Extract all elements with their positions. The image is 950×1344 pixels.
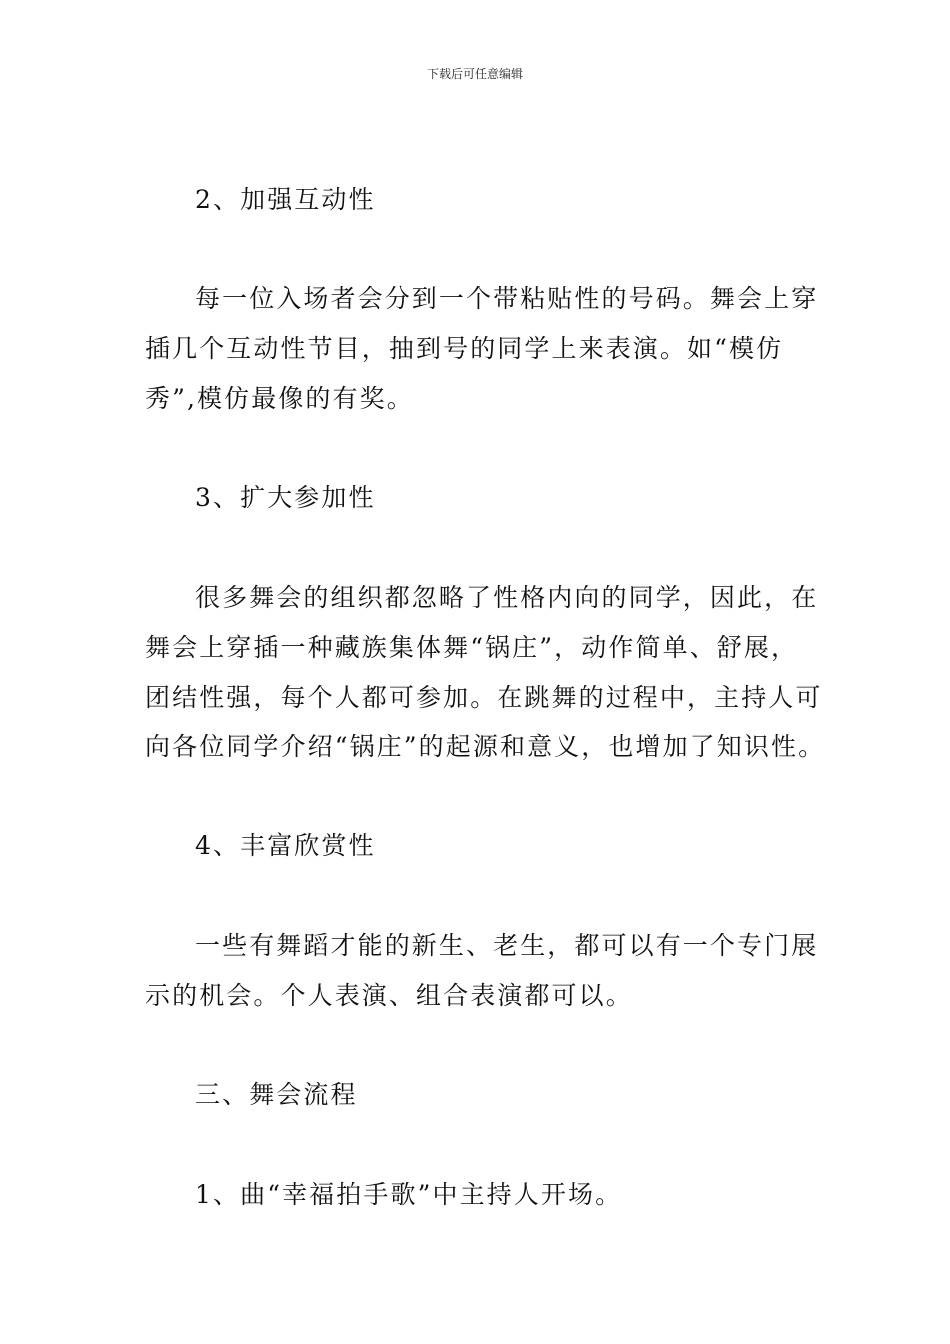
- paragraph-line: 舞会上穿插一种藏族集体舞“锅庄”，动作简单、舒展，: [145, 633, 799, 662]
- section-heading-appreciation: 4、丰富欣赏性: [195, 831, 376, 860]
- paragraph-line: 每一位入场者会分到一个带粘贴性的号码。舞会上穿: [195, 284, 819, 313]
- paragraph-line: 团结性强，每个人都可参加。在跳舞的过程中，主持人可: [145, 683, 823, 712]
- paragraph-line: 秀”,模仿最像的有奖。: [145, 384, 414, 413]
- paragraph-line: 插几个互动性节目，抽到号的同学上来表演。如“模仿: [145, 334, 784, 363]
- section-heading-participation: 3、扩大参加性: [195, 483, 376, 512]
- paragraph-line: 很多舞会的组织都忽略了性格内向的同学，因此，在: [195, 583, 819, 612]
- section-heading-interaction: 2、加强互动性: [195, 185, 376, 214]
- section-heading-dance-process: 三、舞会流程: [195, 1080, 358, 1109]
- process-item: 1、曲“幸福拍手歌”中主持人开场。: [195, 1180, 623, 1209]
- paragraph-line: 向各位同学介绍“锅庄”的起源和意义，也增加了知识性。: [145, 732, 826, 761]
- header-note: 下载后可任意编辑: [426, 67, 523, 81]
- paragraph-line: 示的机会。个人表演、组合表演都可以。: [145, 981, 633, 1010]
- paragraph-line: 一些有舞蹈才能的新生、老生，都可以有一个专门展: [195, 931, 819, 960]
